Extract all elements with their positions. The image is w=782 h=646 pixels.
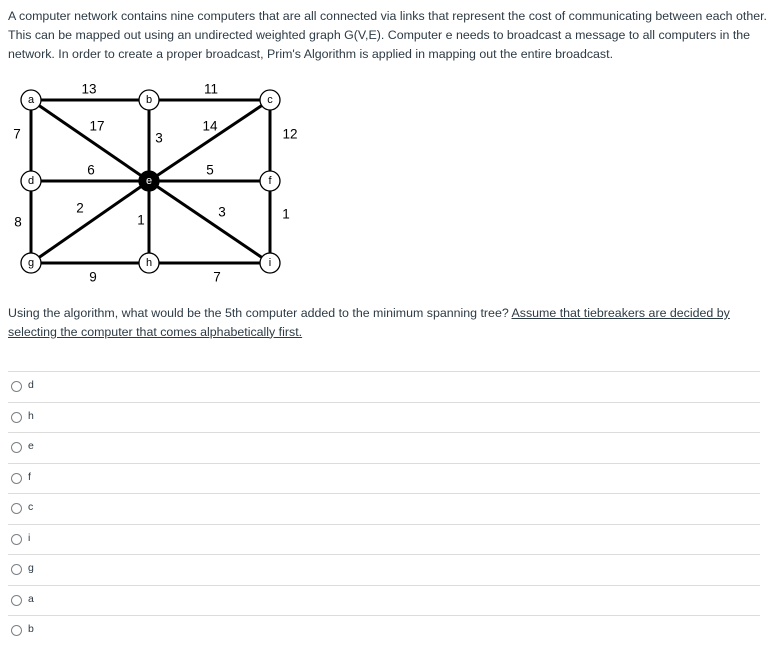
- answer-label: e: [28, 440, 34, 452]
- radio-button[interactable]: [11, 625, 22, 636]
- answer-option[interactable]: [8, 371, 760, 402]
- node-h: [139, 253, 159, 273]
- question-prompt: [8, 304, 758, 341]
- answer-label: d: [28, 379, 34, 391]
- answer-label: h: [28, 409, 34, 422]
- answer-option[interactable]: [8, 493, 760, 524]
- edge-weight-c-f: 12: [282, 126, 298, 142]
- answer-label: a: [28, 592, 34, 605]
- answer-option[interactable]: [8, 615, 760, 646]
- radio-button[interactable]: [11, 473, 22, 484]
- network-graph: [0, 76, 310, 291]
- prompt-text: Using the algorithm, what would be the 5th computer added to the minimum spanning tree?: [8, 306, 512, 320]
- edge-e-g: [31, 181, 149, 263]
- edge-weight-f-i: 1: [282, 206, 290, 222]
- edge-weight-e-f: 5: [206, 162, 214, 178]
- radio-button[interactable]: [11, 534, 22, 545]
- node-label-d: d: [27, 175, 35, 187]
- edge-weight-d-g: 8: [14, 214, 22, 230]
- node-label-e: e: [145, 175, 153, 187]
- node-label-f: f: [268, 175, 272, 187]
- edge-weight-a-d: 7: [13, 126, 21, 142]
- node-label-c: c: [267, 94, 273, 106]
- node-a: [21, 90, 41, 110]
- radio-button[interactable]: [11, 442, 22, 453]
- radio-button[interactable]: [11, 412, 22, 423]
- answer-label: f: [28, 470, 31, 483]
- node-i: [260, 253, 280, 273]
- node-label-i: i: [268, 257, 272, 269]
- node-label-a: a: [27, 94, 35, 106]
- radio-button[interactable]: [11, 595, 22, 606]
- question-text: A computer network contains nine computers that are all connected via links that represent the cost of communicating between each other. This can be mapped out using an undirected weighted graph G(V,E). Computer e needs to broadcast a message to all computers in the network. In order to create a proper broadcast, Prim's Algorithm is applied in mapping out the entire broadcast.: [8, 9, 768, 61]
- edge-e-i: [149, 181, 270, 263]
- edge-weight-b-c: 11: [203, 81, 219, 97]
- edge-weight-b-e: 3: [155, 130, 163, 146]
- edge-weight-a-b: 13: [81, 81, 97, 97]
- node-label-b: b: [145, 94, 153, 106]
- node-b: [139, 90, 159, 110]
- answer-label: c: [28, 501, 34, 513]
- edge-weight-a-e: 17: [89, 118, 105, 134]
- answer-list: [8, 371, 760, 646]
- edge-weight-e-h: 1: [137, 212, 145, 228]
- edge-weight-c-e: 14: [202, 118, 218, 134]
- edge-weight-h-i: 7: [213, 269, 221, 285]
- node-d: [21, 171, 41, 191]
- answer-option[interactable]: [8, 585, 760, 616]
- edge-weight-d-e: 6: [87, 162, 95, 178]
- radio-button[interactable]: [11, 503, 22, 514]
- answer-option[interactable]: [8, 402, 760, 433]
- edge-weight-g-h: 9: [89, 269, 97, 285]
- answer-option[interactable]: [8, 463, 760, 494]
- tiebreaker-note: Assume that tiebreakers are decided by selecting the computer that comes alphabetically first.: [8, 306, 730, 339]
- answer-label: g: [28, 562, 34, 574]
- radio-button[interactable]: [11, 564, 22, 575]
- node-label-g: g: [27, 257, 35, 269]
- answer-option[interactable]: [8, 524, 760, 555]
- edge-weight-e-i: 3: [218, 204, 226, 220]
- node-label-h: h: [145, 257, 153, 269]
- node-c: [260, 90, 280, 110]
- answer-option[interactable]: [8, 432, 760, 463]
- node-f: [260, 171, 280, 191]
- answer-label: b: [28, 623, 34, 635]
- answer-option[interactable]: [8, 554, 760, 585]
- radio-button[interactable]: [11, 381, 22, 392]
- node-e: [139, 171, 159, 191]
- node-g: [21, 253, 41, 273]
- answer-label: i: [28, 531, 31, 544]
- edge-weight-e-g: 2: [76, 200, 84, 216]
